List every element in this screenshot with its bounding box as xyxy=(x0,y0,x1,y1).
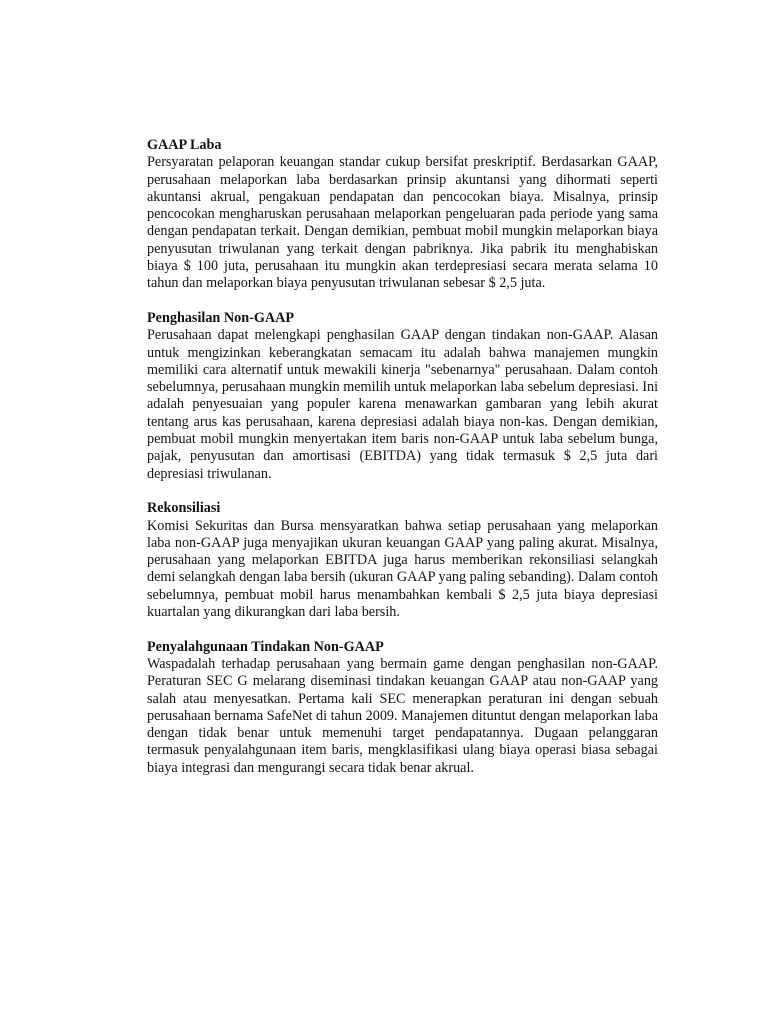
section-penyalahgunaan-non-gaap xyxy=(147,639,658,777)
section-rekonsiliasi xyxy=(147,500,658,621)
section-heading: Rekonsiliasi xyxy=(147,500,221,517)
section-heading: Penghasilan Non-GAAP xyxy=(147,309,295,326)
section-penghasilan-non-gaap xyxy=(147,310,658,483)
section-paragraph: Komisi Sekuritas dan Bursa mensyaratkan bahwa setiap perusahaan yang melaporkan laba non-GAAP juga menyajikan ukuran keuangan GAAP yang paling akurat. Misalnya, perusahaan yang melaporkan EBITDA juga harus memberikan rekonsiliasi selangkah demi selangkah dengan laba bersih (ukuran GAAP yang paling sebanding). Dalam contoh sebelumnya, pembuat mobil harus menambahkan kembali $ 2,5 juta biaya depresiasi kuartalan yang dikurangkan dari laba bersih. xyxy=(147,517,658,621)
document-page xyxy=(147,137,658,794)
section-paragraph: Perusahaan dapat melengkapi penghasilan GAAP dengan tindakan non-GAAP. Alasan untuk mengizinkan keberangkatan semacam itu adalah bahwa manajemen mungkin memiliki cara alternatif untuk mewakili kinerja "sebenarnya" perusahaan. Dalam contoh sebelumnya, perusahaan mungkin memilih untuk melaporkan laba sebelum depresiasi. Ini adalah penyesuaian yang populer karena menawarkan gambaran yang lebih akurat tentang arus kas perusahaan, karena depresiasi adalah biaya non-kas. Dengan demikian, pembuat mobil mungkin menyertakan item baris non-GAAP untuk laba sebelum bunga, pajak, penyusutan dan amortisasi (EBITDA) yang tidak termasuk $ 2,5 juta dari depresiasi triwulanan. xyxy=(147,327,659,482)
section-heading: Penyalahgunaan Tindakan Non-GAAP xyxy=(147,638,384,655)
section-heading: GAAP Laba xyxy=(147,137,222,153)
section-paragraph: Waspadalah terhadap perusahaan yang bermain game dengan penghasilan non-GAAP. Peraturan SEC G melarang diseminasi tindakan keuangan GAAP atau non-GAAP yang salah atau menyesatkan. Pertama kali SEC menerapkan peraturan ini dengan sebuah perusahaan bernama SafeNet di tahun 2009. Manajemen dituntut dengan melaporkan laba dengan tidak benar untuk memenuhi target pendapatannya. Dugaan pelanggaran termasuk penyalahgunaan item baris, mengklasifikasi ulang biaya operasi biasa sebagai biaya integrasi dan mengurangi secara tidak benar akrual. xyxy=(147,655,658,776)
section-gaap-laba xyxy=(147,137,658,293)
section-paragraph: Persyaratan pelaporan keuangan standar cukup bersifat preskriptif. Berdasarkan GAAP, perusahaan melaporkan laba berdasarkan prinsip akuntansi yang dihormati seperti akuntansi akrual, pengakuan pendapatan dan pencocokan biaya. Misalnya, prinsip pencocokan mengharuskan perusahaan melaporkan pengeluaran pada periode yang sama dengan pendapatan terkait. Dengan demikian, pembuat mobil mungkin melaporkan biaya penyusutan triwulanan yang terkait dengan pabriknya. Jika pabrik itu menghabiskan biaya $ 100 juta, perusahaan itu mungkin akan terdepresiasi secara merata selama 10 tahun dan melaporkan biaya penyusutan triwulanan sebesar $ 2,5 juta. xyxy=(147,154,658,292)
